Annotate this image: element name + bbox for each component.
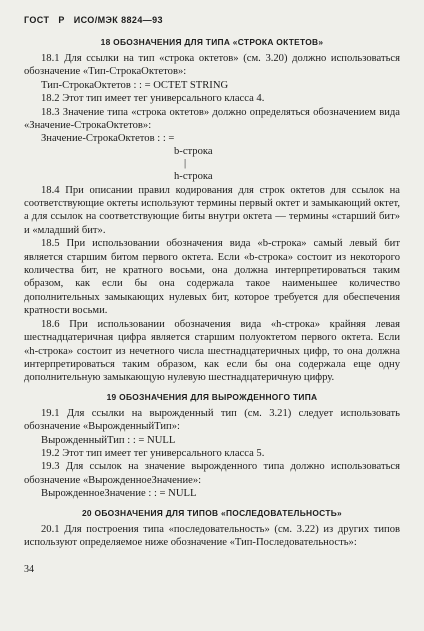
running-header	[24, 14, 172, 27]
section-20-title: 20 ОБОЗНАЧЕНИЯ ДЛЯ ТИПОВ «ПОСЛЕДОВАТЕЛЬНОСТЬ»	[81, 507, 343, 518]
para-19-2: 19.2 Этот тип имеет тег универсального класса 5.	[41, 447, 265, 459]
code-18-1: Тип-СтрокаОктетов : : = OCTET STRING	[41, 79, 229, 91]
para-20-1: 20.1 Для построения типа «последовательность» (см. 3.22) из других типов используют определяемое ниже обозначение «Тип-Последовательность»:	[24, 523, 400, 548]
section-18-title: 18 ОБОЗНАЧЕНИЯ ДЛЯ ТИПА «СТРОКА ОКТЕТОВ»	[100, 37, 324, 47]
page-content	[24, 36, 400, 549]
alt-hstring: h-строка	[174, 171, 213, 183]
para-18-4: 18.4 При описании правил кодирования для строк октетов для ссылок на соответствующие октеты используют термины первый октет и замыкающий октет, а для ссылок на соответствующие биты внутри октета — термины «старший бит» и «младший бит».	[24, 184, 400, 236]
page-number: 34	[24, 564, 34, 575]
section-19-title: 19 ОБОЗНАЧЕНИЯ ДЛЯ ВЫРОЖДЕННОГО ТИПА	[106, 391, 318, 402]
para-18-1: 18.1 Для ссылки на тип «строка октетов» (см. 3.20) должно использоваться обозначение «Тип-СтрокаОктетов»:	[24, 53, 400, 78]
para-18-6: 18.6 При использовании обозначения вида «h-строка» крайняя левая шестнадцатеричная цифра является старшим полуоктетом первого октета. Если «h-строка» состоит из нечетного числа шестнадцатеричных цифр, то она должна интерпретироваться таким образом, как если бы она содержала еще одну дополнительную замыкающую нулевую шестнадцатеричную цифру.	[24, 318, 400, 384]
header-r: Р	[58, 15, 65, 25]
alt-separator: |	[184, 158, 187, 170]
para-18-3: 18.3 Значение типа «строка октетов» должно определяться обозначением вида «Значение-СтрокаОктетов»:	[24, 106, 400, 132]
header-gost: ГОСТ	[24, 15, 50, 25]
code-19-1: ВырожденныйТип : : = NULL	[41, 434, 176, 446]
code-18-3: Значение-СтрокаОктетов : : =	[41, 133, 175, 145]
para-18-5: 18.5 При использовании обозначения вида «b-строка» самый левый бит является старшим битом первого октета. Если «b-строка» состоит из некоторого количества бит, не кратного восьми, она должна интерпретироваться таким образом, как если бы она содержала такое наименьшее количество дополнительных замыкающих нулевых бит, которое требуется для обеспечения кратности восьми.	[24, 238, 400, 317]
para-19-1: 19.1 Для ссылки на вырожденный тип (см. 3.21) следует использовать обозначение «ВырожденныйТип»:	[24, 407, 400, 433]
code-19-3: ВырожденноеЗначение : : = NULL	[41, 488, 197, 500]
alternatives-block	[24, 146, 400, 184]
para-18-2: 18.2 Этот тип имеет тег универсального класса 4.	[41, 93, 265, 105]
header-standard-number: ИСО/МЭК 8824—93	[73, 15, 163, 25]
para-19-3: 19.3 Для ссылок на значение вырожденного типа должно использоваться обозначение «ВырожденноеЗначение»:	[24, 461, 400, 486]
alt-bstring: b-строка	[174, 145, 213, 157]
